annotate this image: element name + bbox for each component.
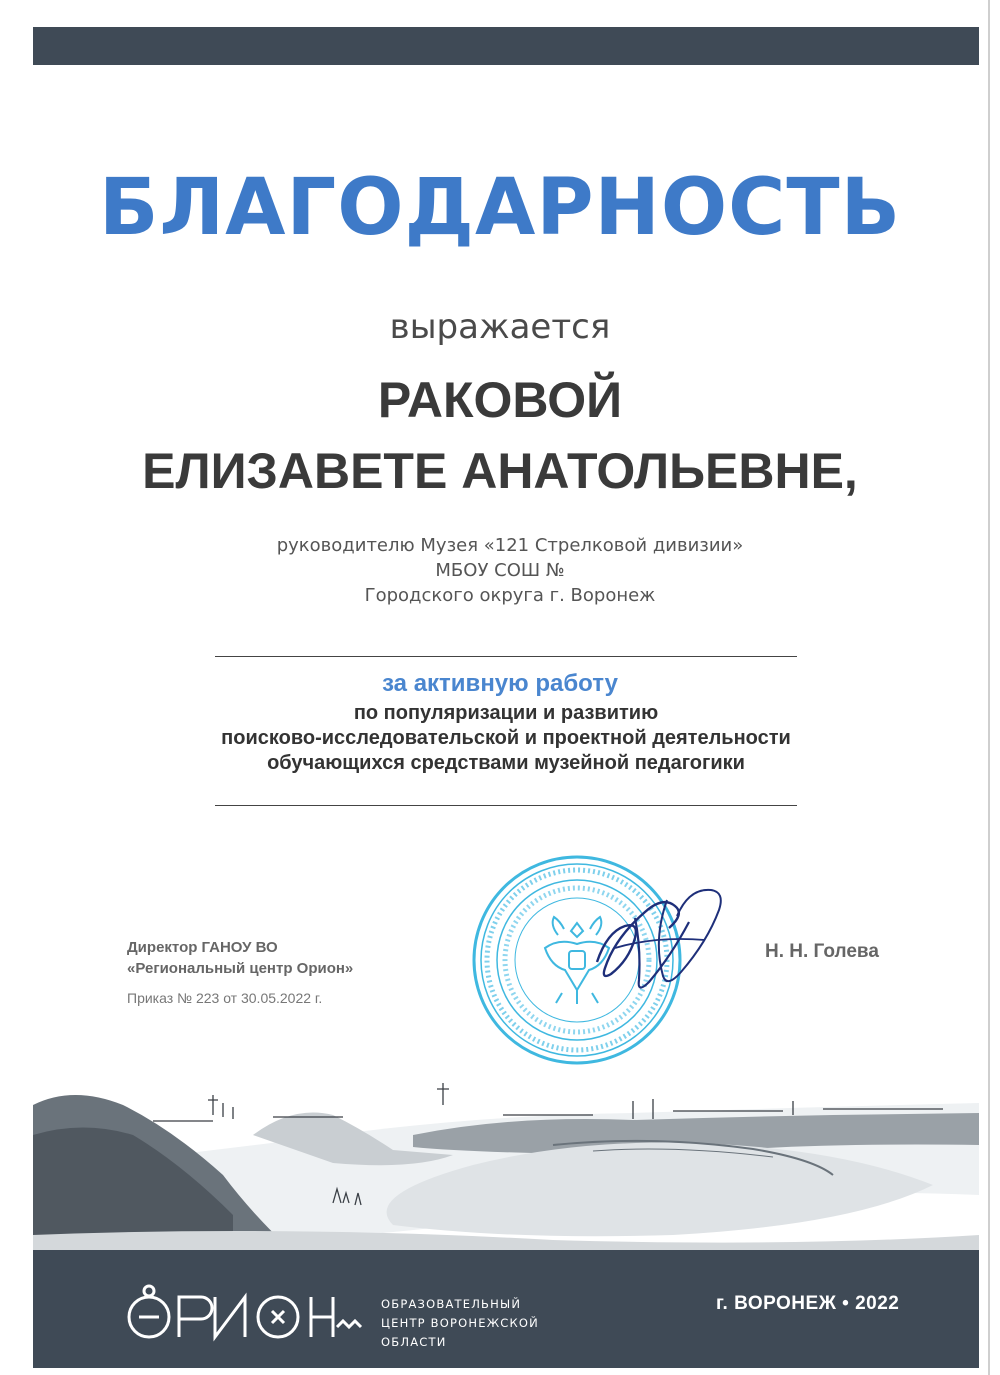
top-band bbox=[33, 27, 979, 65]
director-organization: «Региональный центр Орион» bbox=[127, 960, 354, 977]
position-line-3: Городского округа г. Воронеж bbox=[364, 585, 656, 606]
reason-headline: за активную работу bbox=[382, 670, 618, 697]
voronezh-landscape-engraving bbox=[33, 1075, 979, 1252]
city-year: г. ВОРОНЕЖ • 2022 bbox=[716, 1293, 900, 1314]
director-title: Директор ГАНОУ ВО bbox=[127, 939, 278, 956]
org-name-line-1: ОБРАЗОВАТЕЛЬНЫЙ bbox=[381, 1297, 522, 1311]
recipient-given-names: ЕЛИЗАВЕТЕ АНАТОЛЬЕВНЕ, bbox=[142, 443, 858, 499]
divider-bottom bbox=[215, 805, 797, 806]
certificate-title: БЛАГОДАРНОСТЬ bbox=[98, 163, 902, 253]
signer-name: Н. Н. Голева bbox=[765, 941, 879, 962]
position-line-1: руководителю Музея «121 Стрелковой дивизии» bbox=[276, 535, 744, 556]
position-line-2: МБОУ СОШ № bbox=[435, 560, 565, 581]
reason-line-1: по популяризации и развитию bbox=[353, 702, 659, 724]
orion-logo bbox=[123, 1283, 363, 1343]
reason-line-3: обучающихся средствами музейной педагогики bbox=[267, 752, 745, 774]
intro-text: выражается bbox=[389, 307, 611, 347]
handwritten-signature bbox=[585, 870, 735, 1010]
recipient-surname: РАКОВОЙ bbox=[377, 372, 623, 428]
order-reference: Приказ № 223 от 30.05.2022 г. bbox=[127, 990, 323, 1006]
org-name-line-3: ОБЛАСТИ bbox=[381, 1335, 447, 1349]
org-name-line-2: ЦЕНТР ВОРОНЕЖСКОЙ bbox=[381, 1316, 539, 1330]
reason-line-2: поисково-исследовательской и проектной деятельности bbox=[221, 727, 791, 749]
divider-top bbox=[215, 656, 797, 657]
